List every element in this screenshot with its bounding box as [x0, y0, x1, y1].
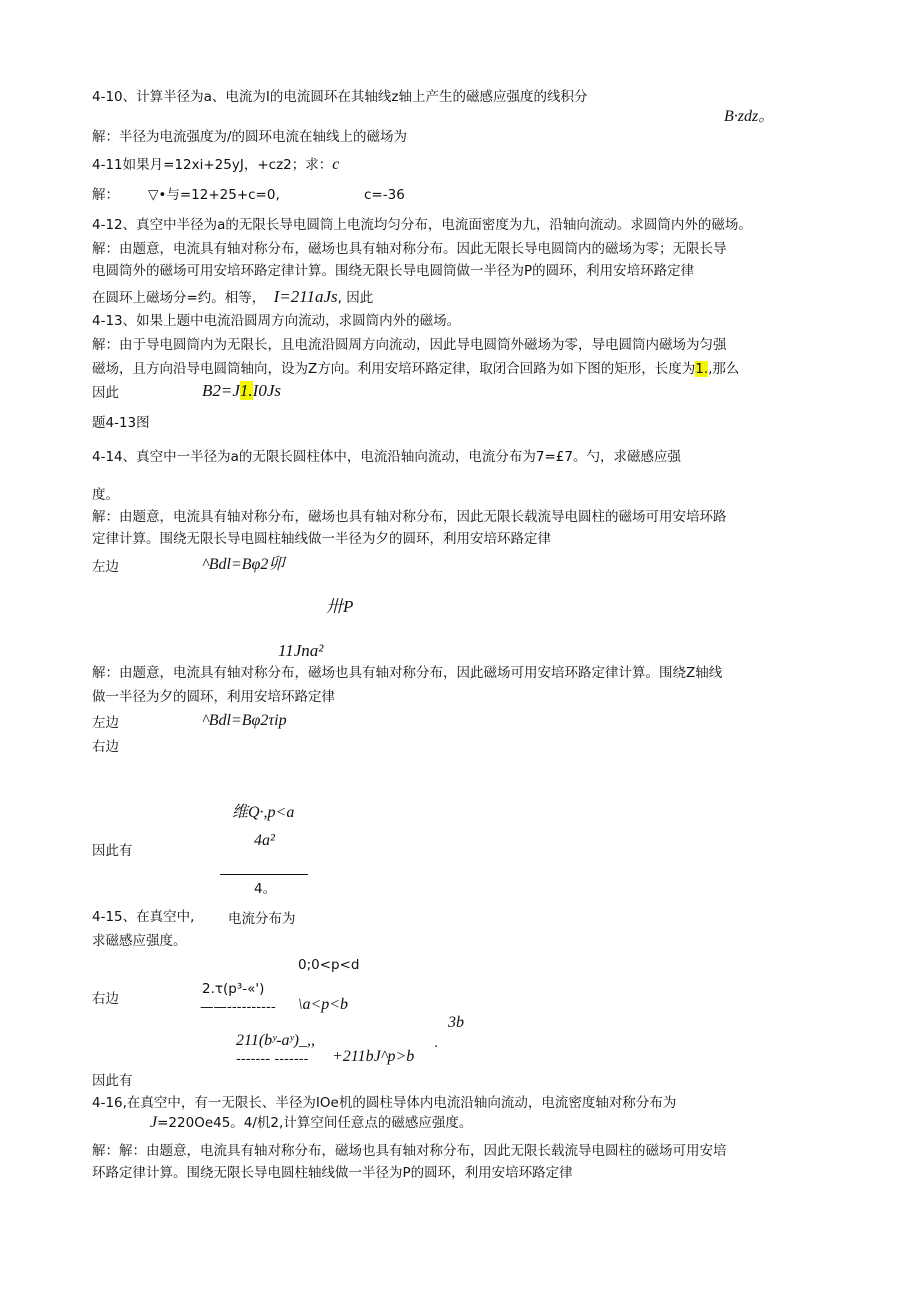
- q414-therefore: 因此有: [92, 843, 133, 859]
- q415-case2-line: ------- -------: [236, 1051, 309, 1067]
- q413-sol2b: ,那么: [708, 361, 740, 377]
- q415-right-label: 右边: [92, 991, 119, 1007]
- q414-sol3: 解：由题意，电流具有轴对称分布，磁场也具有轴对称分布，因此磁场可用安培环路定律计算。围绕Z轴线: [92, 665, 723, 681]
- q415-dot: .: [434, 1035, 439, 1051]
- q414-right-label: 右边: [92, 739, 119, 755]
- q413-result-eq: [202, 382, 281, 400]
- q413-sol1: 解：由于导电圆筒内为无限长，且电流沿圆周方向流动，因此导电圆筒外磁场为零，导电圆筒内磁场为匀强: [92, 337, 727, 353]
- q413-eq-highlight: 1.: [239, 381, 253, 400]
- q412-text: 4-12、真空中半径为a的无限长导电圆筒上电流均匀分布，电流面密度为九，沿轴向流动。求圆筒内外的磁场。: [92, 217, 752, 233]
- q415-text-b: 电流分布为: [228, 911, 296, 927]
- q415-therefore: 因此有: [92, 1073, 133, 1089]
- q413-sol2: [92, 360, 739, 378]
- q412-sol3-comma: ,: [337, 290, 347, 306]
- q412-sol3-end: 因此: [346, 290, 374, 306]
- q415-case0: 0;0<p<d: [298, 957, 360, 973]
- q415-case-3b: 3b: [448, 1014, 464, 1031]
- q414-frac-num: 卅P: [326, 597, 354, 616]
- q415-case2-cond: +211bJ^p>b: [332, 1048, 415, 1065]
- q416-text2: [150, 1114, 472, 1132]
- q413-sol2-highlight: 1.: [695, 361, 709, 377]
- q414-frac-den: 11Jna²: [278, 641, 324, 660]
- q413-sol2a: 磁场，且方向沿导电圆筒轴向，设为Z方向。利用安培环路定律，取闭合回路为如下图的矩形，长度为: [92, 361, 696, 377]
- q413-eq-a: B2=J: [202, 381, 240, 400]
- q414-left-label2: 左边: [92, 715, 119, 731]
- q414-case2: 4a²: [254, 832, 275, 849]
- q410-integral: B·zdz。: [724, 108, 775, 125]
- q414-case3: 4。: [254, 881, 277, 897]
- q410-text: 4-10、计算半径为a、电流为I的电流圆环在其轴线z轴上产生的磁感应强度的线积分: [92, 89, 588, 105]
- q414-fraction-bar: [220, 874, 308, 875]
- q415-text2: 求磁感应强度。: [92, 933, 187, 949]
- q416-text1: 4-16,在真空中，有一无限长、半径为IOe机的圆柱导体内电流沿轴向流动，电流密度轴对称分布为: [92, 1095, 677, 1111]
- q415-case1-num: 2.τ(p³-«'): [202, 981, 265, 997]
- q416-sol1: 解：解：由题意，电流具有轴对称分布，磁场也具有轴对称分布，因此无限长载流导电圆柱的磁场可用安培: [92, 1143, 727, 1159]
- q414-left-eq: ^Bdl=Bφ2卯: [202, 556, 285, 573]
- q415-text-a: 4-15、在真空中,: [92, 909, 195, 925]
- q411-sol-label: 解：: [92, 187, 119, 203]
- q414-sol2: 定律计算。围绕无限长导电圆柱轴线做一半径为夕的圆环，利用安培环路定律: [92, 531, 551, 547]
- q413-sol3-label: 因此: [92, 385, 119, 401]
- q413-eq-b: I0Js: [252, 381, 281, 400]
- q414-case1: 维Q·,p<a: [232, 804, 295, 821]
- q412-sol2: 电圆筒外的磁场可用安培环路定律计算。围绕无限长导电圆筒做一半径为P的圆环，利用安培环路定律: [92, 263, 695, 279]
- q413-text: 4-13、如果上题中电流沿圆周方向流动，求圆筒内外的磁场。: [92, 313, 461, 329]
- q412-sol3: [92, 288, 373, 307]
- q411-var: c: [332, 156, 340, 173]
- q410-solution: 解：半径为电流强度为/的圆环电流在轴线上的磁场为: [92, 129, 408, 145]
- q415-case2-num: 211(bʸ-aʸ)_,,: [236, 1032, 315, 1049]
- q416-sol2: 环路定律计算。围绕无限长导电圆柱轴线做一半径为P的圆环，利用安培环路定律: [92, 1165, 573, 1181]
- q414-text2: 度。: [92, 487, 119, 503]
- q411-sol-result: c=-36: [364, 187, 405, 203]
- q413-figure-label: 题4-13图: [92, 415, 150, 431]
- q415-case1-cond: \a<p<b: [298, 996, 349, 1013]
- q414-sol4: 做一半径为夕的圆环，利用安培环路定律: [92, 689, 335, 705]
- q412-ampere-eq: I=211aJs: [273, 287, 338, 306]
- q416-text2b: =220Oe45。4/机2,计算空间任意点的磁感应强度。: [157, 1115, 473, 1131]
- q412-sol1: 解：由题意，电流具有轴对称分布，磁场也具有轴对称分布。因此无限长导电圆筒内的磁场为零；无限长导: [92, 241, 727, 257]
- q414-text1: 4-14、真空中一半径为a的无限长圆柱体中，电流沿轴向流动，电流分布为7=£7。勺，求磁感应强: [92, 449, 681, 465]
- q411-sol-eq: ▽•与=12+25+c=0,: [148, 187, 280, 203]
- q415-case1-line: ——----------: [200, 999, 276, 1015]
- q414-left-label: 左边: [92, 559, 119, 575]
- q411-text: [92, 156, 339, 174]
- q416-j: J: [150, 1114, 158, 1131]
- q411-question: 4-11如果月=12xi+25yJ，+cz2；求：: [92, 157, 333, 173]
- q414-sol1: 解：由题意，电流具有轴对称分布，磁场也具有轴对称分布，因此无限长载流导电圆柱的磁场可用安培环路: [92, 509, 727, 525]
- q414-left-eq2: ^Bdl=Bφ2τip: [202, 712, 287, 729]
- q412-sol3-text: 在圆环上磁场分=约。相等，: [92, 290, 266, 306]
